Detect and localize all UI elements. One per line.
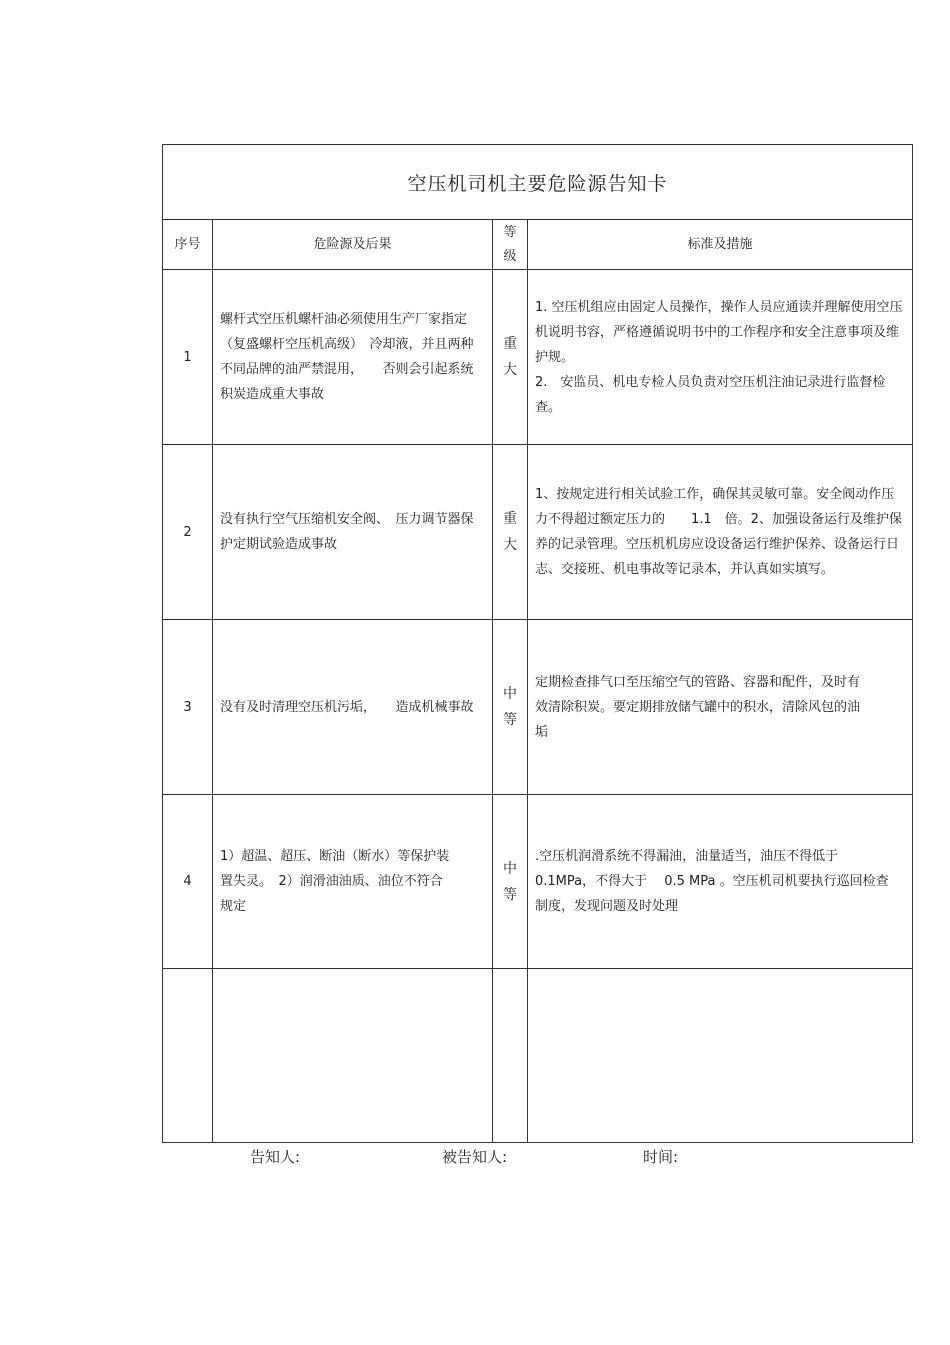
footer-notified: 被告知人: <box>442 1148 508 1166</box>
row-5-level <box>493 969 527 1142</box>
row-1-level: 重 大 <box>503 336 517 378</box>
row-3-hazard-cell <box>213 620 492 794</box>
row-1-measures: 1. 空压机组应由固定人员操作，操作人员应通读并理解使用空压机说明书容，严格遵循说明书中的工作程序和安全注意事项及维护规。 2. 安监员、机电专检人员负责对空压机注油记录进行监督检查。 <box>535 299 903 415</box>
row-3-level: 中 等 <box>503 686 517 728</box>
header-seq: 序号 <box>174 237 201 252</box>
row-1-hazard: 螺杆式空压机螺杆油必须使用生产厂家指定（复盛螺杆空压机高级） 冷却液，并且两种不同品牌的油严禁混用， 否则会引起系统积炭造成重大事故 <box>220 312 474 402</box>
row-4-seq: 4 <box>183 874 192 889</box>
footer-notifier: 告知人: <box>250 1148 301 1166</box>
row-4-measures: .空压机润滑系统不得漏油，油量适当，油压不得低于0.1MPa，不得大于 0.5 MPa 。空压机司机要执行巡回检查制度，发现问题及时处理 <box>535 849 889 914</box>
header-measures: 标准及措施 <box>687 237 753 252</box>
header-level: 等 级 <box>503 224 517 264</box>
row-2-hazard: 没有执行空气压缩机安全阀、 压力调节器保护定期试验造成事故 <box>220 512 474 552</box>
row-1-seq: 1 <box>183 349 192 365</box>
row-1-hazard-cell <box>213 270 492 444</box>
row-4-level: 中 等 <box>503 860 517 903</box>
row-4-hazard-cell <box>213 795 492 968</box>
row-3-hazard: 没有及时清理空压机污垢， 造成机械事故 <box>220 699 474 715</box>
row-4-measures-cell <box>528 795 912 968</box>
row-4-hazard: 1）超温、超压、断油（断水）等保护装置失灵。 2）润滑油油质、油位不符合规定 <box>220 849 450 914</box>
row-2-measures: 1、按规定进行相关试验工作，确保其灵敏可靠。安全阀动作压力不得超过额定压力的 1.1 倍。2、加强设备运行及维护保养的记录管理。空压机机房应设设备运行维护保养、设备运行日志、交接班、机电事故等记录本，并认真如实填写。 <box>535 487 902 577</box>
hazard-notice-card <box>162 144 913 1143</box>
footer-time: 时间: <box>643 1148 679 1166</box>
row-2-level: 重 大 <box>503 511 517 553</box>
row-2-measures-cell <box>528 445 912 619</box>
row-2-hazard-cell <box>213 445 492 619</box>
row-5-hazard <box>213 969 492 1142</box>
row-3-seq: 3 <box>183 699 192 715</box>
row-3-measures-cell <box>528 620 912 794</box>
row-5-measures <box>528 969 912 1142</box>
row-3-measures: 定期检查排气口至压缩空气的管路、容器和配件，及时有效清除积炭。要定期排放储气罐中的积水，清除风包的油垢 <box>535 674 861 740</box>
row-1-measures-cell <box>528 270 912 444</box>
row-2-seq: 2 <box>183 524 192 540</box>
header-hazard: 危险源及后果 <box>313 237 392 252</box>
row-5-seq <box>163 969 212 1142</box>
card-title: 空压机司机主要危险源告知卡 <box>163 145 912 220</box>
